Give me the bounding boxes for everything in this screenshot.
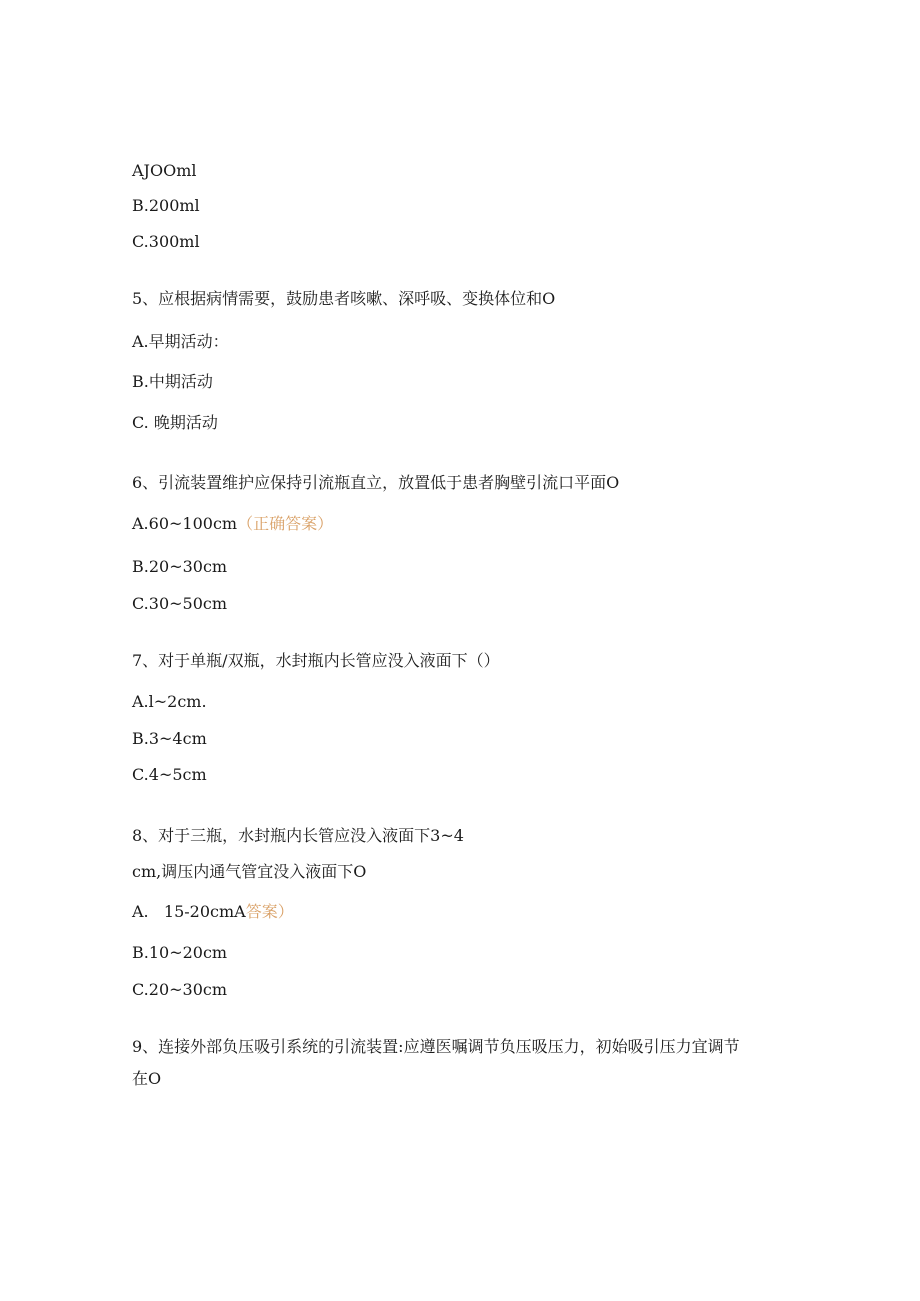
q5-option-a: A.早期活动：	[132, 332, 229, 351]
q4-option-b: B.200ml	[132, 196, 200, 215]
q6-option-a	[132, 513, 333, 535]
q4-option-a: AJOOml	[132, 161, 197, 180]
q6-stem: 6、引流装置维护应保持引流瓶直立，放置低于患者胸壁引流口平面O	[132, 473, 620, 492]
q5-option-b: B.中期活动	[132, 372, 213, 391]
correct-answer-note: （正确答案）	[237, 514, 334, 533]
q7-option-c: C.4~5cm	[132, 765, 207, 784]
q6-option-c: C.30~50cm	[132, 594, 228, 613]
q8-stem-line1: 8、对于三瓶，水封瓶内长管应没入液面下3~4	[132, 826, 464, 845]
q8-option-a	[132, 901, 294, 923]
q7-option-a: A.l~2cm.	[132, 692, 207, 711]
q8-option-b: B.10~20cm	[132, 943, 228, 962]
q6-option-b: B.20~30cm	[132, 557, 228, 576]
q4-option-c: C.300ml	[132, 232, 200, 251]
q8-option-c: C.20~30cm	[132, 980, 228, 999]
q6-option-a-text: A.60~100cm	[132, 514, 238, 533]
q5-stem: 5、应根据病情需要，鼓励患者咳嗽、深呼吸、变换体位和O	[132, 289, 556, 308]
q7-stem: 7、对于单瓶/双瓶，水封瓶内长管应没入液面下（）	[132, 651, 500, 670]
q9-stem-line2: 在O	[132, 1069, 162, 1088]
q8-stem-line2: cm,调压内通气管宜没入液面下O	[132, 862, 367, 881]
answer-note: 答案）	[245, 902, 294, 921]
q7-option-b: B.3~4cm	[132, 729, 207, 748]
q9-stem-line1: 9、连接外部负压吸引系统的引流装置:应遵医嘱调节负压吸压力，初始吸引压力宜调节	[132, 1037, 740, 1056]
q5-option-c: C. 晚期活动	[132, 413, 218, 432]
q8-option-a-text: A. 15-20cmA	[132, 902, 246, 921]
